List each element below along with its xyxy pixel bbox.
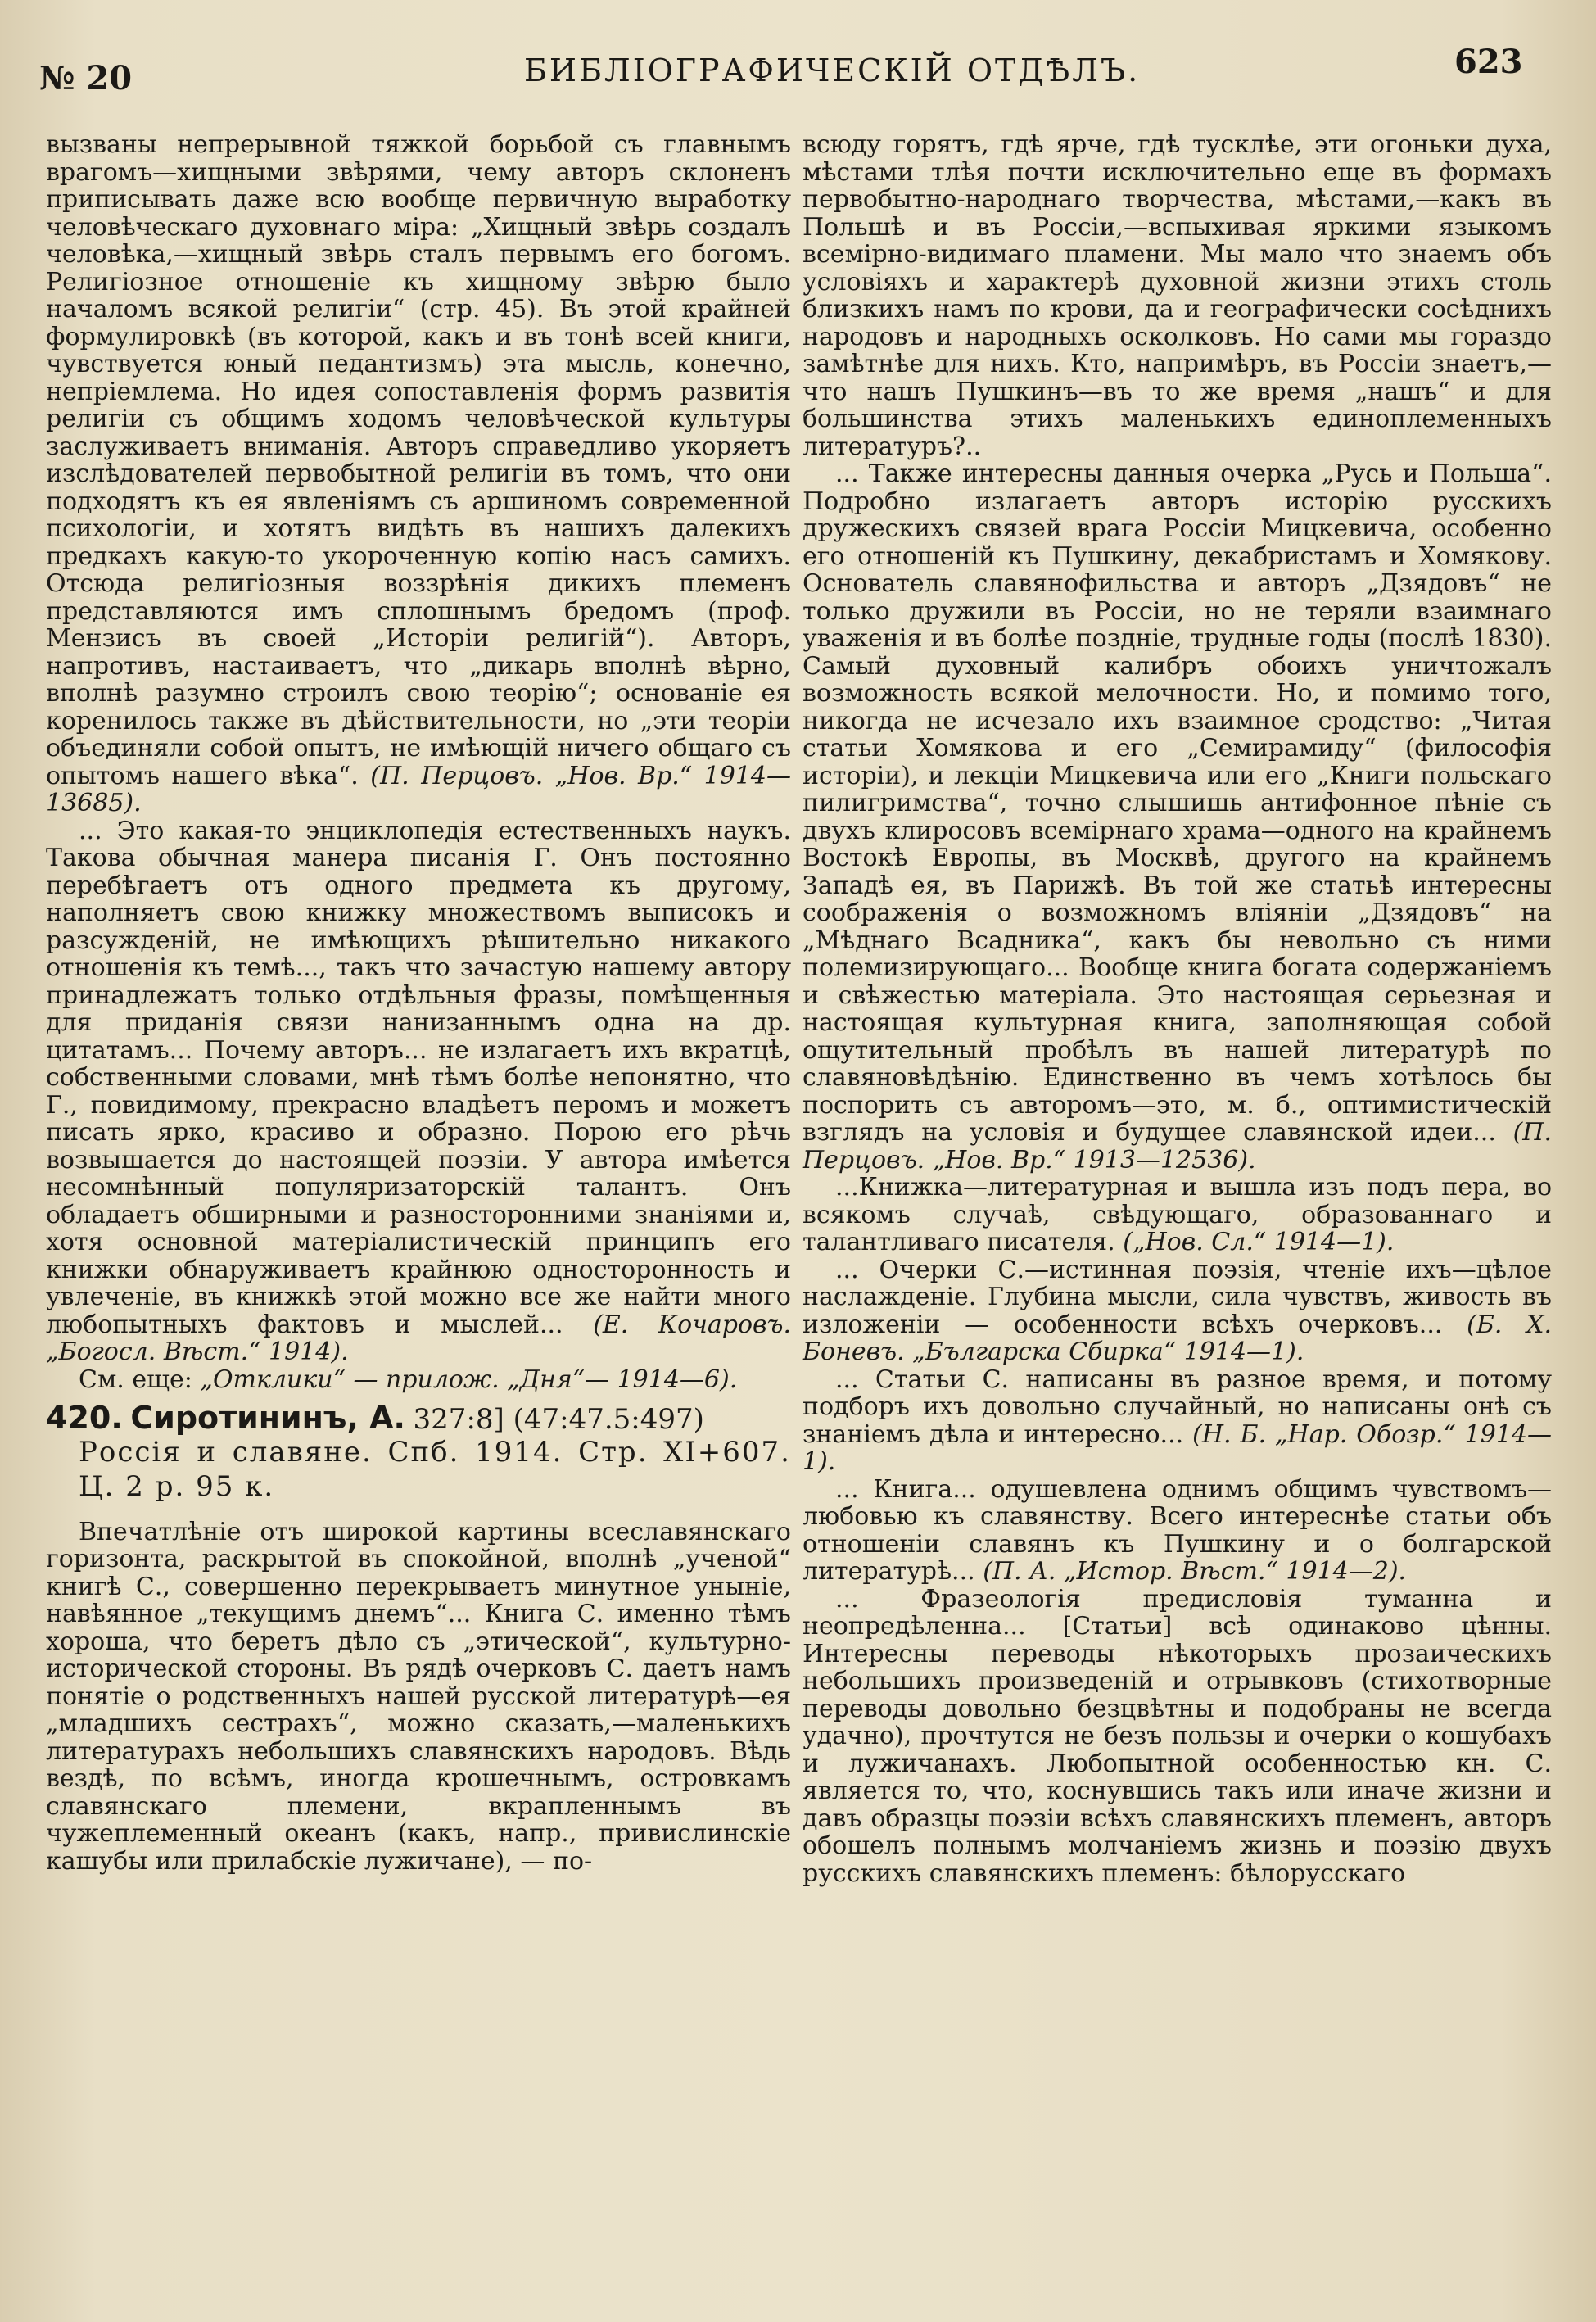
review-source: (П. Перцовъ. „Нов. Вр.“ 1914—13685). — [46, 761, 791, 817]
review-text: вызваны непрерывной тяжкой борьбой съ главнымъ врагомъ—хищными звѣрями, чему авторъ склоненъ приписывать даже всю вообще первичную выработку человѣческаго духовнаго міра: „Хищный звѣрь создалъ человѣка,—хищный звѣрь сталъ первымъ его богомъ. Религіозное отношеніе къ хищному звѣрю было началомъ всякой религіи“ (стр. 45). Въ этой крайней формулировкѣ (въ которой, какъ и въ тонѣ всей книги, чувствуется юный педантизмъ) эта мысль, конечно, непріемлема. Но идея сопоставленія формъ развитія религіи съ общимъ ходомъ человѣческой культуры заслуживаетъ вниманія. Авторъ справедливо укоряетъ изслѣдователей первобытной религіи въ томъ, что они подходятъ къ ея явленіямъ съ аршиномъ современной психологіи, и хотятъ видѣть въ нашихъ далекихъ предкахъ какую-то укороченную копію насъ самихъ. Отсюда религіозныя воззрѣнія дикихъ племенъ представляются имъ сплошнымъ бредомъ (проф. Мензисъ въ своей „Исторіи религій“). Авторъ, напротивъ, настаиваетъ, что „дикарь вполнѣ вѣрно, вполнѣ разумно строилъ свою теорію“; основаніе ея коренилось также въ дѣйствительности, но „эти теоріи объединяли собой опытъ, не имѣющій ничего общаго съ опытомъ нашего вѣка“. — [46, 130, 791, 790]
see-also-label: См. еще: — [79, 1365, 201, 1394]
review-text: ...Книжка—литературная и вышла изъ подъ пера, во всякомъ случаѣ, свѣдующаго, образованнаго и талантливаго писателя. — [803, 1173, 1552, 1256]
review-text: ... Статьи С. написаны въ разное время, и потому подборъ ихъ довольно случайный, но написаны онѣ съ знаніемъ дѣла и интересно... — [803, 1365, 1552, 1449]
bibliography-entry — [46, 1400, 791, 1504]
review-source: (Б. Х. Боневъ. „Българска Сбирка“ 1914—1). — [803, 1310, 1552, 1366]
review-text: ... Книга... одушевлена однимъ общимъ чувствомъ—любовью къ славянству. Всего интереснѣе статьи объ отношеніи славянъ къ Пушкину и о болгарской литературѣ... — [803, 1474, 1552, 1586]
review-source: (Е. Кочаровъ. „Богосл. Вѣст.“ 1914). — [46, 1310, 791, 1366]
see-also — [46, 1366, 791, 1394]
entry-heading — [46, 1400, 791, 1436]
page-header — [0, 43, 1596, 100]
see-also-source: „Отклики“ — прилож. „Дня“— 1914—6). — [200, 1365, 738, 1394]
review-source: (П. А. „Истор. Вѣст.“ 1914—2). — [983, 1557, 1407, 1586]
right-column — [803, 131, 1552, 1887]
review-paragraph — [803, 1174, 1552, 1256]
review-source: („Нов. Сл.“ 1914—1). — [1123, 1228, 1395, 1256]
page-number: 623 — [1454, 43, 1523, 81]
review-text: ... Очерки С.—истинная поэзія, чтеніе ихъ—цѣлое наслажденіе. Глубина мысли, сила чувствъ, живость въ изложеніи — особенности всѣхъ очерковъ... — [803, 1255, 1552, 1339]
entry-number: 420. — [46, 1400, 123, 1436]
review-source: (Н. Б. „Нар. Обозр.“ 1914—1). — [803, 1419, 1552, 1476]
issue-number: № 20 — [39, 59, 133, 97]
review-paragraph — [46, 131, 791, 817]
section-title: БИБЛІОГРАФИЧЕСКІЙ ОТДѢЛЪ. — [524, 52, 1141, 88]
review-paragraph — [803, 1366, 1552, 1476]
review-paragraph: ... Фразеологія предисловія туманна и неопредѣленна... [Статьи] всѣ одинаково цѣнны. Интересны переводы нѣкоторыхъ прозаическихъ небольшихъ произведеній и отрывковъ (стихотворные переводы довольно безцвѣтны и подобраны не всегда удачно), прочтутся не безъ пользы и очерки о кошубахъ и лужичанахъ. Любопытной особенностью кн. С. является то, что, коснувшись такъ или иначе жизни и давъ образцы поэзіи всѣхъ славянскихъ племенъ, авторъ обошелъ полнымъ молчаніемъ жизнь и поэзію двухъ русскихъ славянскихъ племенъ: бѣлорусскаго — [803, 1584, 1552, 1888]
review-paragraph — [803, 460, 1552, 1174]
left-column — [46, 131, 791, 1875]
entry-book-info: Россія и славяне. Спб. 1914. Стр. XI+607. Ц. 2 р. 95 к. — [79, 1435, 791, 1503]
review-text: ... Это какая-то энциклопедія естественныхъ наукъ. Такова обычная манера писанія Г. Онъ постоянно перебѣгаетъ отъ одного предмета къ другому, наполняетъ свою книжку множествомъ выписокъ и разсужденій, не имѣющихъ рѣшительно никакого отношенія къ темѣ..., такъ что зачастую нашему автору принадлежатъ только отдѣльныя фразы, помѣщенныя для приданія связи нанизаннымъ одна на др. цитатамъ... Почему авторъ... не излагаетъ ихъ вкратцѣ, собственными словами, мнѣ тѣмъ болѣе непонятно, что Г., повидимому, прекрасно владѣетъ перомъ и можетъ писать ярко, красиво и образно. Порою его рѣчь возвышается до настоящей поэзіи. У автора имѣется несомнѣнный популяризаторскій талантъ. Онъ обладаетъ обширными и разносторонними знаніями и, хотя основной матеріалистическій принципъ его книжки обнаруживаетъ крайнюю односторонность и увлеченіе, въ книжкѣ этой можно все же найти много любопытныхъ фактовъ и мыслей... — [46, 816, 791, 1339]
entry-author: Сиротининъ, А. — [130, 1400, 405, 1436]
review-paragraph: Впечатлѣніе отъ широкой картины всеславянскаго горизонта, раскрытой въ спокойной, вполнѣ „ученой“ книгѣ С., совершенно перекрываетъ минутное уныніе, навѣянное „текущимъ днемъ“... Книга С. именно тѣмъ хороша, что беретъ дѣло съ „этической“, культурно-исторической стороны. Въ рядѣ очерковъ С. даетъ намъ понятіе о родственныхъ нашей русской литературѣ—ея „младшихъ сестрахъ“, можно сказать,—маленькихъ литературахъ небольшихъ славянскихъ народовъ. Вѣдь вездѣ, по всѣмъ, иногда крошечнымъ, островкамъ славянскаго племени, вкрапленнымъ въ чужеплеменный океанъ (какъ, напр., привислинскіе кашубы или прилабскіе лужичане), — по- — [46, 1517, 791, 1876]
review-text: ... Также интересны данныя очерка „Русь и Польша“. Подробно излагаетъ авторъ исторію русскихъ дружескихъ связей врага Россіи Мицкевича, особенно его отношеній къ Пушкину, декабристамъ и Хомякову. Основатель славянофильства и авторъ „Дзядовъ“ не только дружили въ Россіи, но не теряли взаимнаго уваженія и въ болѣе поздніе, трудные годы (послѣ 1830). Самый духовный калибръ обоихъ уничтожалъ возможность всякой мелочности. Но, и помимо того, никогда не исчезало ихъ взаимное сродство: „Читая статьи Хомякова и его „Семирамиду“ (философія исторіи), и лекціи Мицкевича или его „Книги польскаго пилигримства“, точно слышишь антифонное пѣніе съ двухъ клиросовъ всемірнаго храма—одного на крайнемъ Востокѣ Европы, въ Москвѣ, другого на крайнемъ Западѣ ея, въ Парижѣ. Въ той же статьѣ интересны соображенія о возможномъ вліяніи „Дзядовъ“ на „Мѣднаго Всадника“, какъ бы невольно съ ними полемизирующаго... Вообще книга богата содержаніемъ и свѣжестью матеріала. Это настоящая серьезная и настоящая культурная книга, заполняющая собой ощутительный пробѣлъ въ нашей литературѣ по славяновѣдѣнію. Единственно въ чемъ хотѣлось бы поспорить съ авторомъ—это, м. б., оптимистическій взглядъ на условія и будущее славянской идеи... — [803, 459, 1552, 1147]
review-paragraph — [803, 1256, 1552, 1366]
review-source: (П. Перцовъ. „Нов. Вр.“ 1913—12536). — [803, 1118, 1552, 1175]
entry-classification: 327:8] (47:47.5:497) — [413, 1403, 704, 1436]
review-paragraph — [803, 1476, 1552, 1586]
review-paragraph — [46, 817, 791, 1366]
review-paragraph: всюду горятъ, гдѣ ярче, гдѣ тусклѣе, эти огоньки духа, мѣстами тлѣя почти исключительно еще въ формахъ первобытно-народнаго творчества, мѣстами,—какъ въ Польшѣ и въ Россіи,—вспыхивая яркими языкомъ всемірно-видимаго пламени. Мы мало что знаемъ объ условіяхъ и характерѣ духовной жизни этихъ столь близкихъ намъ по крови, да и географически сосѣднихъ народовъ и народныхъ осколковъ. Но сами мы гораздо замѣтнѣе для нихъ. Кто, напримѣръ, въ Россіи знаетъ,—что нашъ Пушкинъ—въ то же время „нашъ“ и для большинства этихъ маленькихъ единоплеменныхъ литературъ?.. — [803, 130, 1552, 461]
